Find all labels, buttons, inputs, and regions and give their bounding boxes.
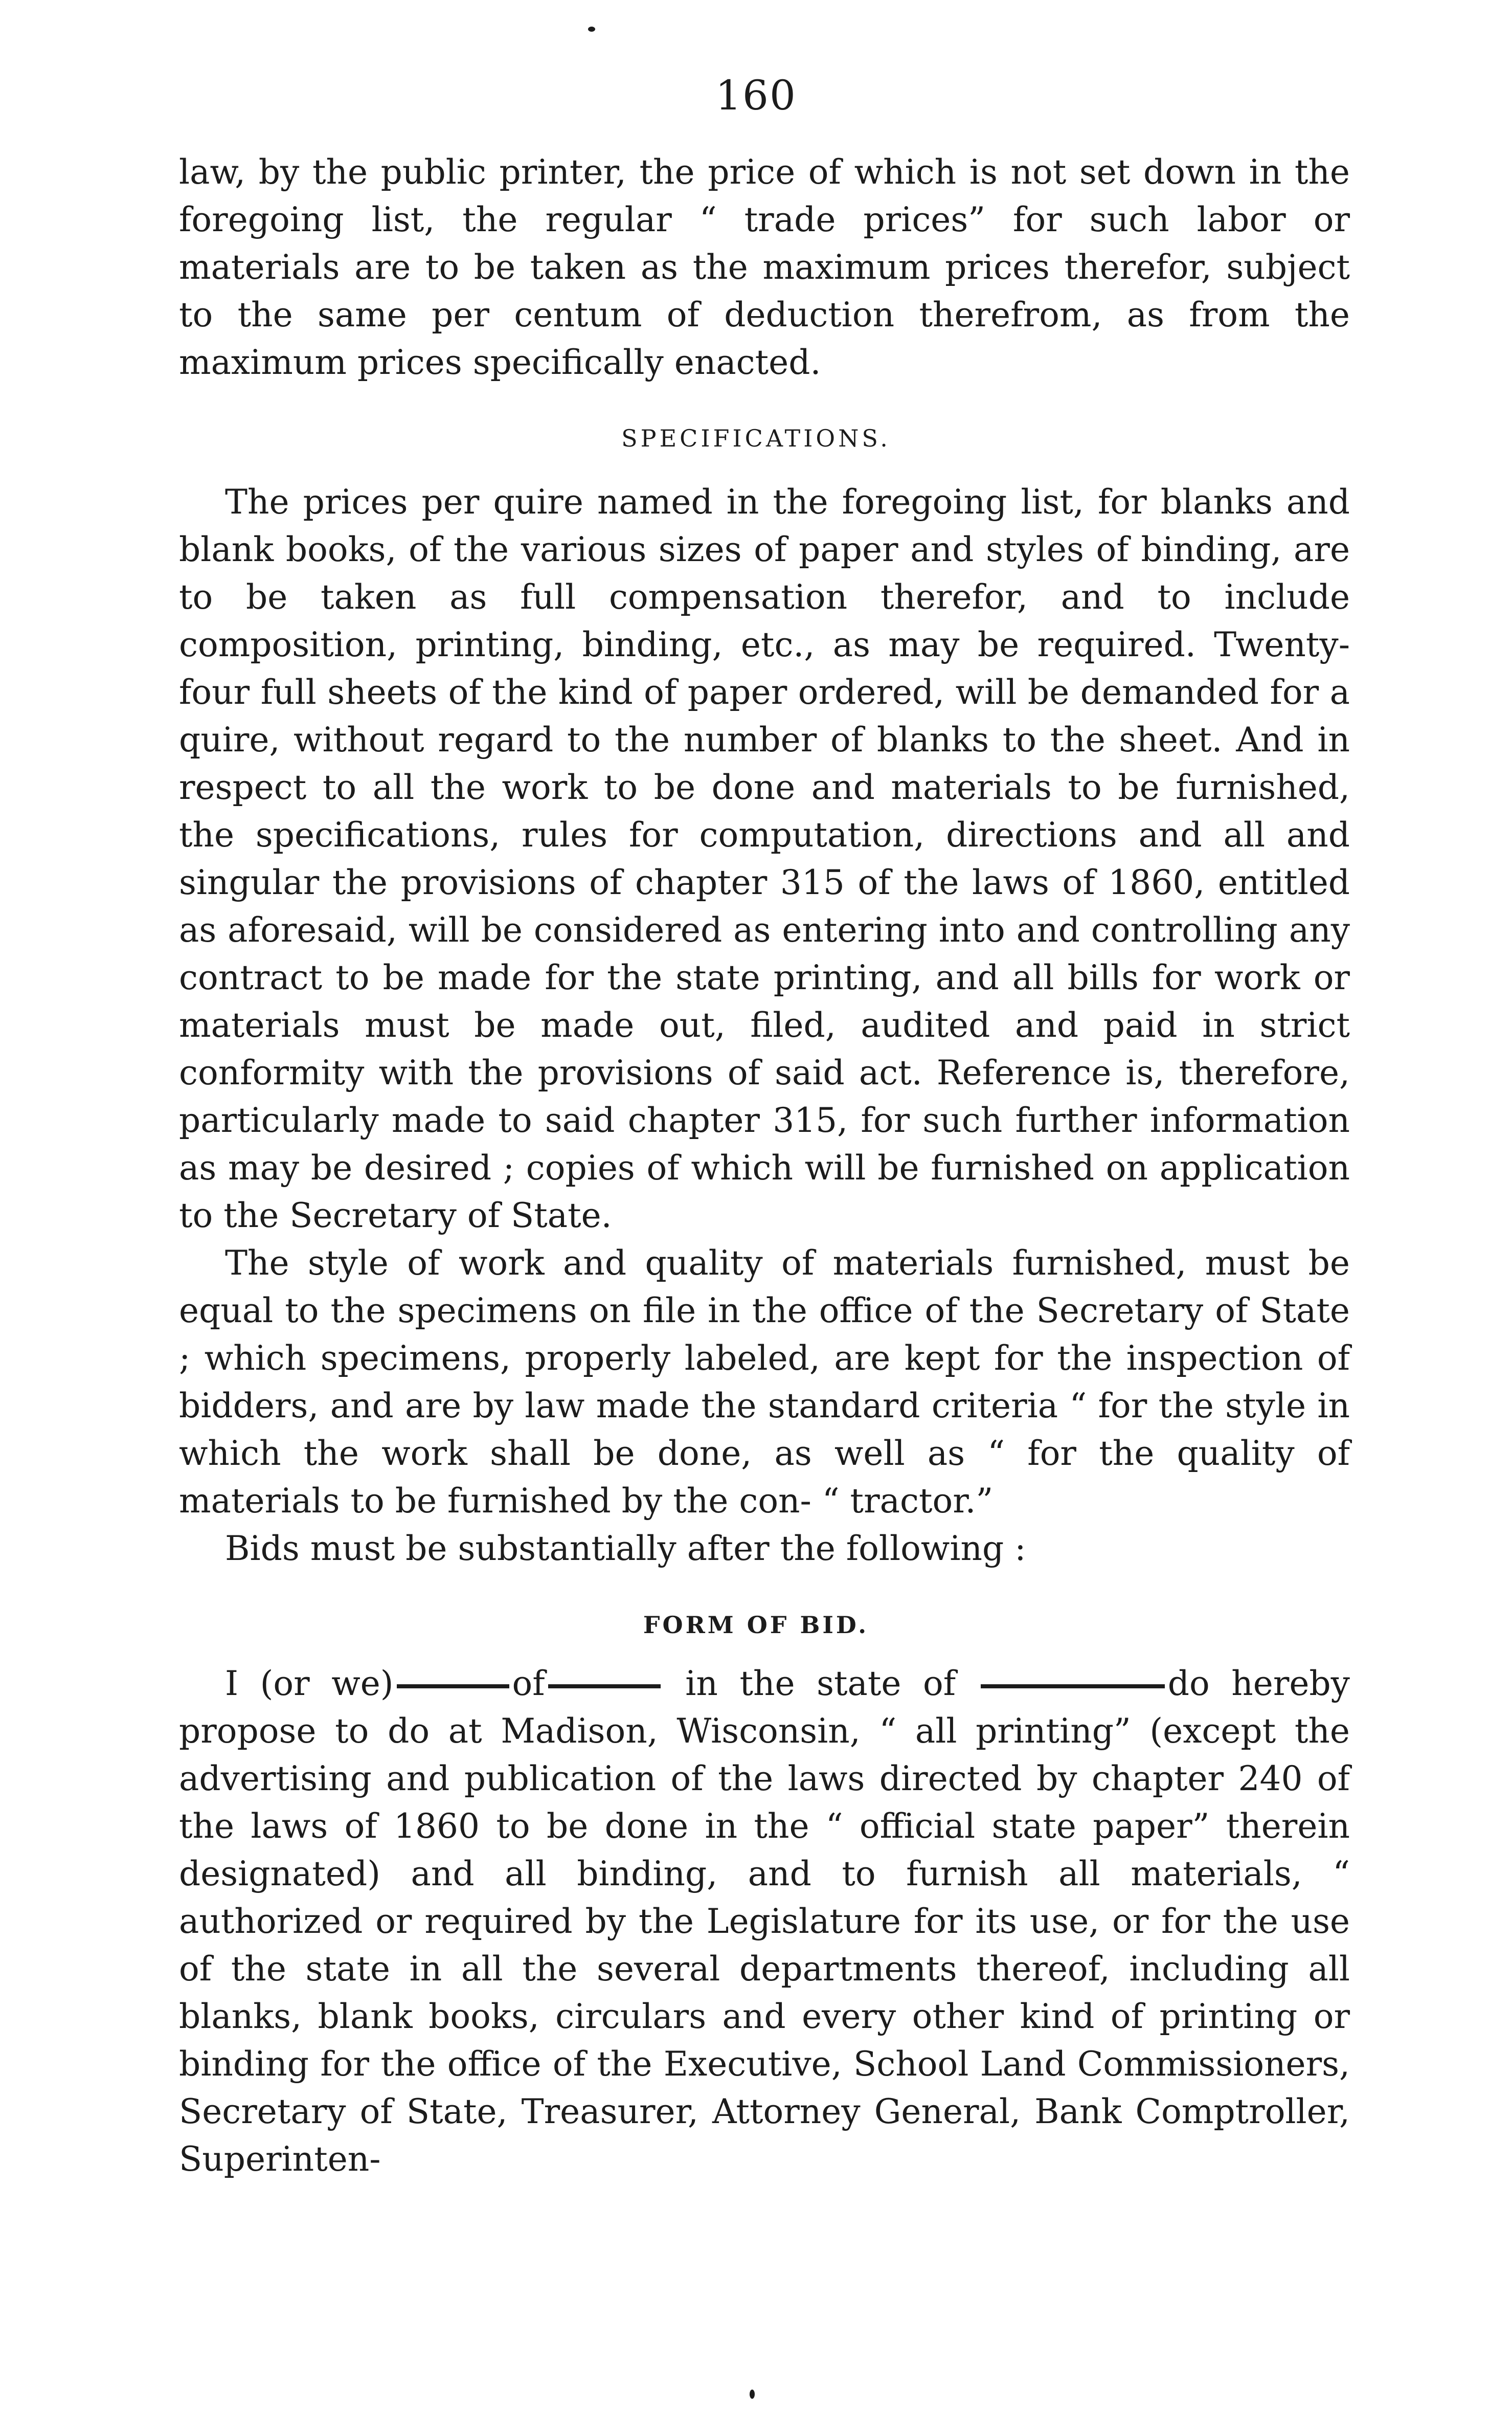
ink-speck: [750, 2390, 755, 2399]
fill-in-blank-place: [548, 1684, 661, 1688]
paragraph: The style of work and quality of materials furnished, must be equal to the specimens on file in the office of the Secretary of State ; which specimens, properly labeled, are kept for the inspection of bidders, and are by law made the standard criteria “ for the style in which the work shall be done, as well as “ for the quality of materials to be furnished by the con- “ tractor.”: [179, 1243, 1350, 1521]
bid-form-paragraph: [179, 1660, 1350, 2183]
paragraph: Bids must be substantially after the following :: [225, 1529, 1026, 1568]
continuation-paragraph-block: [179, 148, 1350, 386]
ink-speck: [588, 27, 595, 32]
fill-in-blank-state: [981, 1684, 1165, 1688]
bid-of-word: of: [512, 1664, 545, 1703]
specifications-heading: SPECIFICATIONS.: [621, 425, 891, 452]
page-number: 160: [715, 72, 797, 119]
paragraph: law, by the public printer, the price of which is not set down in the foregoing list, the regular “ trade prices” for such labor or materials are to be taken as the maximum prices therefor, subject to the same per centum of deduction therefrom, as from the maximum prices specifically enacted.: [179, 152, 1350, 382]
bid-do-word: do: [1167, 1664, 1210, 1703]
bid-opening-words: I (or we): [225, 1664, 394, 1703]
specifications-section: [179, 478, 1350, 1572]
bid-state-words: in the state of: [685, 1664, 956, 1703]
bid-continuation: hereby propose to do at Madison, Wisconsin, “ all printing” (except the advertising and publication of the laws directed by chapter 240 of the laws of 1860 to be done in the “ official state paper” therein designated) and all binding, and to furnish all materials, “ authorized or required by the Legislature for its use, or for the use of the state in all the several departments thereof, including all blanks, blank books, circulars and every other kind of printing or binding for the office of the Executive, School Land Commissioners, Secretary of State, Treasurer, Attorney General, Bank Comptroller, Superinten-: [179, 1664, 1350, 2179]
form-of-bid-section: [179, 1660, 1350, 2183]
form-of-bid-heading: FORM OF BID.: [643, 1611, 869, 1639]
fill-in-blank-name: [397, 1684, 509, 1688]
paragraph: The prices per quire named in the foregoing list, for blanks and blank books, of the various sizes of paper and styles of binding, are to be taken as full compensation therefor, and to include composition, printing, binding, etc., as may be required. Twenty-four full sheets of the kind of paper ordered, will be demanded for a quire, without regard to the number of blanks to the sheet. And in respect to all the work to be done and materials to be furnished, the specifications, rules for computation, directions and all and singular the provisions of chapter 315 of the laws of 1860, entitled as aforesaid, will be considered as entering into and controlling any contract to be made for the state printing, and all bills for work or materials must be made out, filed, audited and paid in strict conformity with the provisions of said act. Reference is, therefore, particularly made to said chapter 315, for such further information as may be desired ; copies of which will be furnished on application to the Secretary of State.: [179, 482, 1350, 1235]
